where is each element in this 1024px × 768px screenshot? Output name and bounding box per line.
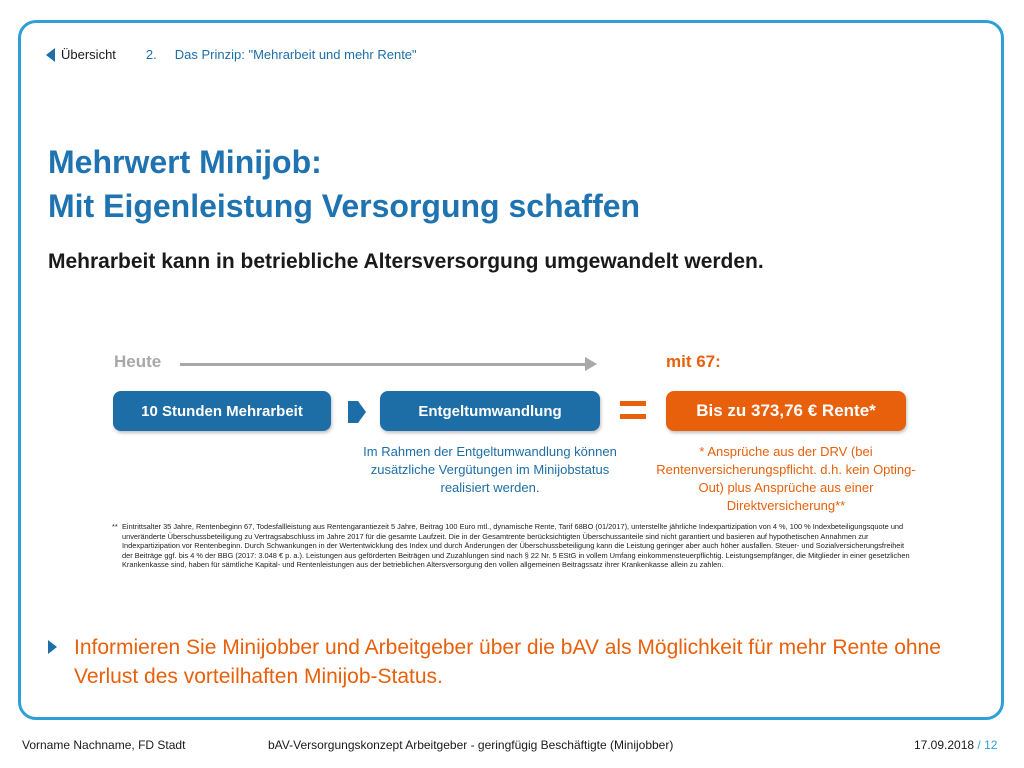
footer-author: Vorname Nachname, FD Stadt [22,738,186,752]
process-arrow-icon [346,399,368,425]
info-text: Informieren Sie Minijobber und Arbeitgeber über die bAV als Möglichkeit für mehr Rente ohne Verlust des vorteilhaften Minijob-Status. [74,636,941,688]
box-salary-conversion: Entgeltumwandlung [380,391,600,431]
info-callout [48,633,978,691]
page-title-line-1: Mehrwert Minijob: [48,144,322,180]
page-number: 12 [984,738,998,752]
footnote [112,522,912,570]
breadcrumb-text: Das Prinzip: "Mehrarbeit und mehr Rente" [174,47,417,62]
equals-icon [620,399,646,421]
footer-date: 17.09.2018 [914,738,975,752]
page-title [48,140,640,228]
claims-note: * Ansprüche aus der DRV (bei Rentenversicherungspflicht. d.h. kein Opting-Out) plus Ansprüche aus einer Direktversicherung** [656,444,916,513]
page-title-line-2: Mit Eigenleistung Versorgung schaffen [48,188,641,224]
timeline-arrow-icon [585,357,597,371]
footer-document-title: bAV-Versorgungskonzept Arbeitgeber - geringfügig Beschäftigte (Minijobber) [268,738,674,752]
overview-label[interactable]: Übersicht [61,47,116,62]
slide-frame [18,20,1004,720]
box-extra-work: 10 Stunden Mehrarbeit [113,391,331,431]
footer-date-page [914,738,997,752]
breadcrumb [46,47,417,62]
footnote-marker: ** [112,522,118,531]
footnote-text: Eintrittsalter 35 Jahre, Rentenbeginn 67, Todesfallleistung aus Rentengarantiezeit 5 Jahre, Beitrag 100 Euro mtl., dynamische Rente, Tarif 68BO (01/2017), unterstellte jährliche Indexpartizipation von 4 %, 100 % Indexbeteiligungsquote und unveränderte Überschussbeteiligung zu Vertragsabschluss im Jahre 2017 für die gesamte Laufzeit. Die in der Gesamtrente berücksichtigten Überschussanteile sind nicht garantiert und basieren auf hypothetischen Annahmen zur Indexpartizipation vor Rentenbeginn. Durch Schwankungen in der Wertentwicklung des Index und durch Änderungen der Überschussbeteiligung kann die Leistung geringer aber auch höher ausfallen. Steuer- und Sozialversicherungsfreiheit der Beiträge ggf. bis 4 % der BBG (2017: 3.048 € p. a.). Leistungen aus geförderten Beiträgen und Zuzahlungen sind nach § 22 Nr. 5 EStG in vollem Umfang einkommensteuerpflichtig. Leistungsempfänger, die Mitglieder in einer gesetzlichen Krankenkasse sind, haben für sämtliche Kapital- und Rentenleistungen aus der betrieblichen Altersversorgung den vollen allgemeinen Beitragssatz ihrer Krankenkasse allein zu zahlen. [122,522,910,570]
timeline-label-today: Heute [114,352,162,371]
box-pension-result: Bis zu 373,76 € Rente* [666,391,906,431]
timeline-line [180,363,585,366]
conversion-note: Im Rahmen der Entgeltumwandlung können zusätzliche Vergütungen im Minijobstatus realisiert werden. [363,444,617,495]
overview-link[interactable] [46,47,116,62]
timeline-label-future: mit 67: [666,352,721,371]
breadcrumb-number: 2. [145,47,157,62]
footer-separator: / [977,738,981,752]
bullet-arrow-icon [48,640,57,654]
back-arrow-icon[interactable] [46,48,55,62]
page-subtitle: Mehrarbeit kann in betriebliche Altersversorgung umgewandelt werden. [48,250,764,273]
